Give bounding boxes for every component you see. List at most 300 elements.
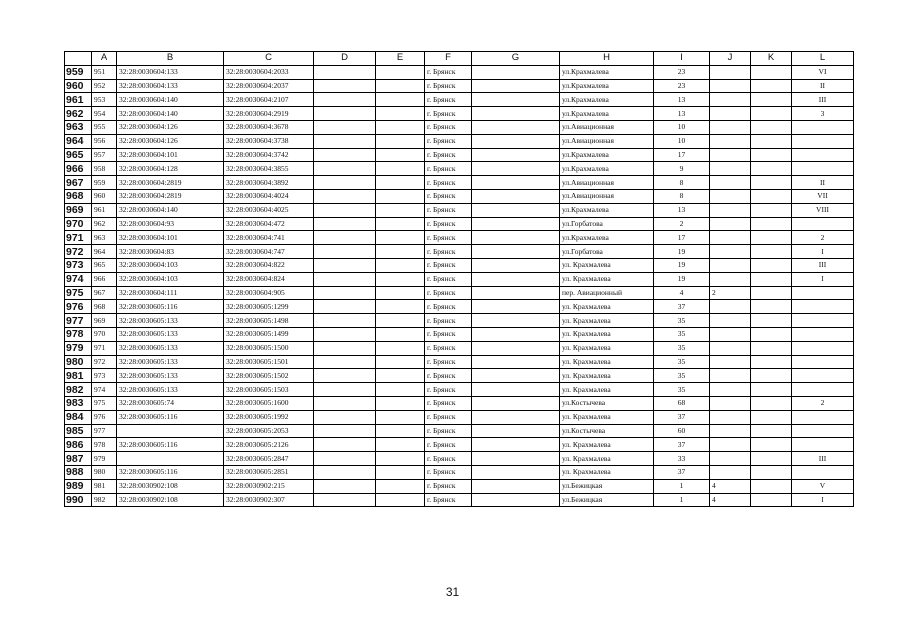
- cell-d[interactable]: [314, 327, 376, 341]
- cell-d[interactable]: [314, 314, 376, 328]
- cell-k[interactable]: [751, 217, 792, 231]
- cell-j[interactable]: [710, 189, 751, 203]
- cell-i[interactable]: 35: [654, 341, 710, 355]
- cell-c[interactable]: 32:28:0030604:3892: [224, 176, 314, 190]
- cell-e[interactable]: [376, 107, 425, 121]
- cell-i[interactable]: 1: [654, 479, 710, 493]
- column-header-c[interactable]: C: [224, 52, 314, 66]
- cell-g[interactable]: [472, 465, 560, 479]
- cell-k[interactable]: [751, 479, 792, 493]
- cell-c[interactable]: 32:28:0030605:2847: [224, 452, 314, 466]
- cell-h[interactable]: ул.Бежицкая: [560, 479, 654, 493]
- cell-l[interactable]: VIII: [792, 203, 854, 217]
- cell-e[interactable]: [376, 189, 425, 203]
- cell-h[interactable]: ул.Горбатова: [560, 217, 654, 231]
- cell-c[interactable]: 32:28:0030605:2851: [224, 465, 314, 479]
- cell-e[interactable]: [376, 479, 425, 493]
- cell-f[interactable]: г. Брянск: [425, 107, 472, 121]
- cell-j[interactable]: [710, 93, 751, 107]
- cell-k[interactable]: [751, 79, 792, 93]
- cell-a[interactable]: 973: [92, 369, 117, 383]
- cell-k[interactable]: [751, 189, 792, 203]
- cell-k[interactable]: [751, 203, 792, 217]
- cell-f[interactable]: г. Брянск: [425, 65, 472, 79]
- cell-a[interactable]: 952: [92, 79, 117, 93]
- cell-l[interactable]: III: [792, 93, 854, 107]
- cell-b[interactable]: 32:28:0030605:133: [117, 383, 224, 397]
- cell-g[interactable]: [472, 424, 560, 438]
- cell-l[interactable]: [792, 341, 854, 355]
- row-number[interactable]: 977: [65, 314, 92, 328]
- cell-a[interactable]: 953: [92, 93, 117, 107]
- cell-j[interactable]: 4: [710, 493, 751, 507]
- cell-d[interactable]: [314, 341, 376, 355]
- cell-i[interactable]: 19: [654, 258, 710, 272]
- cell-e[interactable]: [376, 341, 425, 355]
- cell-a[interactable]: 980: [92, 465, 117, 479]
- cell-f[interactable]: г. Брянск: [425, 396, 472, 410]
- cell-f[interactable]: г. Брянск: [425, 300, 472, 314]
- cell-i[interactable]: 23: [654, 79, 710, 93]
- cell-g[interactable]: [472, 369, 560, 383]
- cell-h[interactable]: ул.Костычева: [560, 396, 654, 410]
- cell-d[interactable]: [314, 148, 376, 162]
- cell-j[interactable]: [710, 327, 751, 341]
- cell-e[interactable]: [376, 452, 425, 466]
- cell-j[interactable]: [710, 465, 751, 479]
- cell-e[interactable]: [376, 396, 425, 410]
- cell-k[interactable]: [751, 231, 792, 245]
- cell-c[interactable]: 32:28:0030604:4025: [224, 203, 314, 217]
- row-number[interactable]: 987: [65, 452, 92, 466]
- cell-d[interactable]: [314, 189, 376, 203]
- cell-c[interactable]: 32:28:0030604:741: [224, 231, 314, 245]
- cell-d[interactable]: [314, 162, 376, 176]
- cell-h[interactable]: ул. Крахмалева: [560, 438, 654, 452]
- cell-g[interactable]: [472, 120, 560, 134]
- cell-c[interactable]: 32:28:0030604:3855: [224, 162, 314, 176]
- cell-c[interactable]: 32:28:0030605:1299: [224, 300, 314, 314]
- cell-b[interactable]: 32:28:0030604:128: [117, 162, 224, 176]
- cell-d[interactable]: [314, 65, 376, 79]
- cell-i[interactable]: 33: [654, 452, 710, 466]
- cell-f[interactable]: г. Брянск: [425, 189, 472, 203]
- cell-a[interactable]: 959: [92, 176, 117, 190]
- row-number[interactable]: 972: [65, 245, 92, 259]
- cell-h[interactable]: ул.Крахмалева: [560, 231, 654, 245]
- cell-k[interactable]: [751, 300, 792, 314]
- cell-d[interactable]: [314, 231, 376, 245]
- cell-k[interactable]: [751, 107, 792, 121]
- cell-b[interactable]: 32:28:0030605:133: [117, 314, 224, 328]
- cell-l[interactable]: [792, 424, 854, 438]
- row-number[interactable]: 975: [65, 286, 92, 300]
- cell-h[interactable]: ул.Горбатова: [560, 245, 654, 259]
- cell-k[interactable]: [751, 272, 792, 286]
- row-number[interactable]: 978: [65, 327, 92, 341]
- cell-g[interactable]: [472, 217, 560, 231]
- cell-g[interactable]: [472, 314, 560, 328]
- cell-b[interactable]: 32:28:0030604:111: [117, 286, 224, 300]
- cell-c[interactable]: 32:28:0030604:824: [224, 272, 314, 286]
- column-header-f[interactable]: F: [425, 52, 472, 66]
- cell-d[interactable]: [314, 272, 376, 286]
- cell-i[interactable]: 35: [654, 355, 710, 369]
- cell-h[interactable]: ул. Крахмалева: [560, 369, 654, 383]
- cell-a[interactable]: 981: [92, 479, 117, 493]
- cell-c[interactable]: 32:28:0030605:2126: [224, 438, 314, 452]
- cell-j[interactable]: [710, 79, 751, 93]
- cell-i[interactable]: 37: [654, 438, 710, 452]
- cell-a[interactable]: 977: [92, 424, 117, 438]
- cell-a[interactable]: 951: [92, 65, 117, 79]
- cell-c[interactable]: 32:28:0030604:4024: [224, 189, 314, 203]
- cell-b[interactable]: [117, 424, 224, 438]
- cell-c[interactable]: 32:28:0030604:747: [224, 245, 314, 259]
- cell-k[interactable]: [751, 465, 792, 479]
- cell-e[interactable]: [376, 465, 425, 479]
- cell-j[interactable]: [710, 452, 751, 466]
- cell-i[interactable]: 10: [654, 134, 710, 148]
- cell-d[interactable]: [314, 300, 376, 314]
- cell-d[interactable]: [314, 107, 376, 121]
- cell-k[interactable]: [751, 410, 792, 424]
- cell-k[interactable]: [751, 134, 792, 148]
- cell-k[interactable]: [751, 424, 792, 438]
- cell-g[interactable]: [472, 162, 560, 176]
- cell-i[interactable]: 17: [654, 148, 710, 162]
- cell-i[interactable]: 68: [654, 396, 710, 410]
- cell-k[interactable]: [751, 493, 792, 507]
- cell-d[interactable]: [314, 120, 376, 134]
- cell-f[interactable]: г. Брянск: [425, 465, 472, 479]
- cell-d[interactable]: [314, 424, 376, 438]
- cell-j[interactable]: [710, 203, 751, 217]
- cell-d[interactable]: [314, 217, 376, 231]
- row-number[interactable]: 989: [65, 479, 92, 493]
- cell-b[interactable]: 32:28:0030604:126: [117, 120, 224, 134]
- row-number[interactable]: 976: [65, 300, 92, 314]
- row-number[interactable]: 968: [65, 189, 92, 203]
- row-number[interactable]: 986: [65, 438, 92, 452]
- cell-i[interactable]: 60: [654, 424, 710, 438]
- cell-e[interactable]: [376, 134, 425, 148]
- column-header-a[interactable]: A: [92, 52, 117, 66]
- cell-a[interactable]: 958: [92, 162, 117, 176]
- cell-d[interactable]: [314, 396, 376, 410]
- cell-h[interactable]: ул. Крахмалева: [560, 258, 654, 272]
- cell-j[interactable]: [710, 148, 751, 162]
- cell-j[interactable]: [710, 65, 751, 79]
- cell-l[interactable]: II: [792, 176, 854, 190]
- cell-b[interactable]: 32:28:0030605:133: [117, 341, 224, 355]
- cell-h[interactable]: ул. Крахмалева: [560, 452, 654, 466]
- cell-d[interactable]: [314, 410, 376, 424]
- cell-i[interactable]: 37: [654, 465, 710, 479]
- cell-e[interactable]: [376, 300, 425, 314]
- cell-c[interactable]: 32:28:0030605:1501: [224, 355, 314, 369]
- row-number[interactable]: 984: [65, 410, 92, 424]
- cell-l[interactable]: II: [792, 79, 854, 93]
- cell-g[interactable]: [472, 479, 560, 493]
- cell-g[interactable]: [472, 341, 560, 355]
- cell-f[interactable]: г. Брянск: [425, 341, 472, 355]
- cell-i[interactable]: 37: [654, 300, 710, 314]
- cell-k[interactable]: [751, 120, 792, 134]
- cell-k[interactable]: [751, 369, 792, 383]
- cell-i[interactable]: 10: [654, 120, 710, 134]
- cell-g[interactable]: [472, 65, 560, 79]
- cell-f[interactable]: г. Брянск: [425, 314, 472, 328]
- cell-b[interactable]: 32:28:0030605:133: [117, 369, 224, 383]
- cell-l[interactable]: [792, 148, 854, 162]
- cell-l[interactable]: I: [792, 493, 854, 507]
- cell-j[interactable]: [710, 410, 751, 424]
- cell-b[interactable]: [117, 452, 224, 466]
- cell-i[interactable]: 8: [654, 176, 710, 190]
- cell-l[interactable]: [792, 465, 854, 479]
- cell-l[interactable]: VII: [792, 189, 854, 203]
- cell-i[interactable]: 8: [654, 189, 710, 203]
- cell-d[interactable]: [314, 93, 376, 107]
- cell-a[interactable]: 982: [92, 493, 117, 507]
- cell-g[interactable]: [472, 231, 560, 245]
- cell-e[interactable]: [376, 493, 425, 507]
- cell-a[interactable]: 966: [92, 272, 117, 286]
- cell-g[interactable]: [472, 107, 560, 121]
- cell-d[interactable]: [314, 286, 376, 300]
- cell-d[interactable]: [314, 438, 376, 452]
- cell-k[interactable]: [751, 438, 792, 452]
- cell-h[interactable]: ул.Костычева: [560, 424, 654, 438]
- cell-e[interactable]: [376, 383, 425, 397]
- cell-k[interactable]: [751, 93, 792, 107]
- cell-f[interactable]: г. Брянск: [425, 355, 472, 369]
- cell-a[interactable]: 974: [92, 383, 117, 397]
- cell-g[interactable]: [472, 148, 560, 162]
- cell-c[interactable]: 32:28:0030605:1600: [224, 396, 314, 410]
- cell-a[interactable]: 962: [92, 217, 117, 231]
- row-number[interactable]: 962: [65, 107, 92, 121]
- cell-j[interactable]: 4: [710, 479, 751, 493]
- column-header-g[interactable]: G: [472, 52, 560, 66]
- cell-g[interactable]: [472, 383, 560, 397]
- cell-i[interactable]: 9: [654, 162, 710, 176]
- cell-b[interactable]: 32:28:0030604:103: [117, 258, 224, 272]
- cell-i[interactable]: 19: [654, 272, 710, 286]
- cell-b[interactable]: 32:28:0030605:116: [117, 465, 224, 479]
- cell-h[interactable]: ул. Крахмалева: [560, 314, 654, 328]
- cell-h[interactable]: ул.Авиационная: [560, 176, 654, 190]
- cell-g[interactable]: [472, 272, 560, 286]
- cell-a[interactable]: 967: [92, 286, 117, 300]
- cell-g[interactable]: [472, 258, 560, 272]
- cell-g[interactable]: [472, 396, 560, 410]
- cell-f[interactable]: г. Брянск: [425, 148, 472, 162]
- cell-c[interactable]: 32:28:0030604:905: [224, 286, 314, 300]
- cell-h[interactable]: ул.Крахмалева: [560, 93, 654, 107]
- cell-e[interactable]: [376, 203, 425, 217]
- row-number[interactable]: 959: [65, 65, 92, 79]
- cell-b[interactable]: 32:28:0030902:108: [117, 493, 224, 507]
- cell-j[interactable]: [710, 355, 751, 369]
- cell-l[interactable]: [792, 355, 854, 369]
- cell-f[interactable]: г. Брянск: [425, 479, 472, 493]
- cell-d[interactable]: [314, 493, 376, 507]
- cell-i[interactable]: 13: [654, 107, 710, 121]
- cell-f[interactable]: г. Брянск: [425, 134, 472, 148]
- cell-g[interactable]: [472, 134, 560, 148]
- cell-l[interactable]: [792, 327, 854, 341]
- cell-g[interactable]: [472, 93, 560, 107]
- cell-d[interactable]: [314, 383, 376, 397]
- cell-g[interactable]: [472, 245, 560, 259]
- cell-e[interactable]: [376, 148, 425, 162]
- cell-c[interactable]: 32:28:0030604:2919: [224, 107, 314, 121]
- cell-l[interactable]: 2: [792, 231, 854, 245]
- cell-i[interactable]: 23: [654, 65, 710, 79]
- cell-l[interactable]: [792, 134, 854, 148]
- cell-l[interactable]: [792, 120, 854, 134]
- cell-g[interactable]: [472, 438, 560, 452]
- cell-d[interactable]: [314, 465, 376, 479]
- column-header-l[interactable]: L: [792, 52, 854, 66]
- cell-b[interactable]: 32:28:0030604:140: [117, 93, 224, 107]
- cell-h[interactable]: ул.Крахмалева: [560, 203, 654, 217]
- cell-k[interactable]: [751, 355, 792, 369]
- row-number[interactable]: 979: [65, 341, 92, 355]
- row-number[interactable]: 966: [65, 162, 92, 176]
- cell-f[interactable]: г. Брянск: [425, 327, 472, 341]
- cell-e[interactable]: [376, 258, 425, 272]
- cell-b[interactable]: 32:28:0030902:108: [117, 479, 224, 493]
- row-number[interactable]: 990: [65, 493, 92, 507]
- cell-d[interactable]: [314, 176, 376, 190]
- cell-l[interactable]: III: [792, 452, 854, 466]
- cell-a[interactable]: 963: [92, 231, 117, 245]
- cell-j[interactable]: [710, 107, 751, 121]
- cell-i[interactable]: 35: [654, 327, 710, 341]
- cell-j[interactable]: [710, 258, 751, 272]
- cell-b[interactable]: 32:28:0030604:140: [117, 203, 224, 217]
- cell-f[interactable]: г. Брянск: [425, 452, 472, 466]
- row-number[interactable]: 961: [65, 93, 92, 107]
- cell-f[interactable]: г. Брянск: [425, 493, 472, 507]
- cell-b[interactable]: 32:28:0030604:126: [117, 134, 224, 148]
- cell-j[interactable]: [710, 438, 751, 452]
- cell-l[interactable]: 3: [792, 107, 854, 121]
- cell-k[interactable]: [751, 65, 792, 79]
- cell-k[interactable]: [751, 327, 792, 341]
- cell-a[interactable]: 955: [92, 120, 117, 134]
- cell-b[interactable]: 32:28:0030605:133: [117, 355, 224, 369]
- cell-g[interactable]: [472, 189, 560, 203]
- cell-b[interactable]: 32:28:0030605:116: [117, 300, 224, 314]
- cell-i[interactable]: 2: [654, 217, 710, 231]
- cell-b[interactable]: 32:28:0030604:2819: [117, 189, 224, 203]
- cell-h[interactable]: ул. Крахмалева: [560, 272, 654, 286]
- cell-i[interactable]: 13: [654, 93, 710, 107]
- cell-f[interactable]: г. Брянск: [425, 217, 472, 231]
- cell-b[interactable]: 32:28:0030604:101: [117, 231, 224, 245]
- cell-h[interactable]: ул. Крахмалева: [560, 383, 654, 397]
- cell-b[interactable]: 32:28:0030604:103: [117, 272, 224, 286]
- cell-j[interactable]: [710, 162, 751, 176]
- cell-f[interactable]: г. Брянск: [425, 438, 472, 452]
- column-header-i[interactable]: I: [654, 52, 710, 66]
- corner-header[interactable]: [65, 52, 92, 66]
- cell-a[interactable]: 970: [92, 327, 117, 341]
- cell-a[interactable]: 968: [92, 300, 117, 314]
- cell-a[interactable]: 961: [92, 203, 117, 217]
- cell-f[interactable]: г. Брянск: [425, 272, 472, 286]
- cell-j[interactable]: [710, 341, 751, 355]
- cell-j[interactable]: [710, 245, 751, 259]
- row-number[interactable]: 960: [65, 79, 92, 93]
- cell-g[interactable]: [472, 327, 560, 341]
- row-number[interactable]: 970: [65, 217, 92, 231]
- cell-h[interactable]: ул.Авиационная: [560, 189, 654, 203]
- cell-b[interactable]: 32:28:0030604:83: [117, 245, 224, 259]
- cell-h[interactable]: ул.Крахмалева: [560, 65, 654, 79]
- cell-g[interactable]: [472, 355, 560, 369]
- cell-k[interactable]: [751, 314, 792, 328]
- cell-g[interactable]: [472, 203, 560, 217]
- cell-c[interactable]: 32:28:0030605:2053: [224, 424, 314, 438]
- cell-a[interactable]: 975: [92, 396, 117, 410]
- cell-e[interactable]: [376, 327, 425, 341]
- cell-a[interactable]: 971: [92, 341, 117, 355]
- cell-c[interactable]: 32:28:0030605:1498: [224, 314, 314, 328]
- cell-e[interactable]: [376, 79, 425, 93]
- column-header-e[interactable]: E: [376, 52, 425, 66]
- cell-c[interactable]: 32:28:0030604:3678: [224, 120, 314, 134]
- cell-e[interactable]: [376, 120, 425, 134]
- row-number[interactable]: 964: [65, 134, 92, 148]
- cell-k[interactable]: [751, 148, 792, 162]
- cell-f[interactable]: г. Брянск: [425, 79, 472, 93]
- cell-f[interactable]: г. Брянск: [425, 231, 472, 245]
- cell-l[interactable]: [792, 314, 854, 328]
- cell-f[interactable]: г. Брянск: [425, 286, 472, 300]
- cell-e[interactable]: [376, 355, 425, 369]
- cell-k[interactable]: [751, 162, 792, 176]
- cell-d[interactable]: [314, 203, 376, 217]
- cell-i[interactable]: 37: [654, 410, 710, 424]
- cell-l[interactable]: [792, 162, 854, 176]
- cell-k[interactable]: [751, 245, 792, 259]
- cell-g[interactable]: [472, 452, 560, 466]
- cell-f[interactable]: г. Брянск: [425, 162, 472, 176]
- cell-l[interactable]: VI: [792, 65, 854, 79]
- row-number[interactable]: 981: [65, 369, 92, 383]
- cell-l[interactable]: I: [792, 272, 854, 286]
- cell-a[interactable]: 964: [92, 245, 117, 259]
- cell-a[interactable]: 969: [92, 314, 117, 328]
- cell-j[interactable]: [710, 396, 751, 410]
- row-number[interactable]: 967: [65, 176, 92, 190]
- cell-l[interactable]: I: [792, 245, 854, 259]
- cell-e[interactable]: [376, 286, 425, 300]
- cell-k[interactable]: [751, 286, 792, 300]
- cell-e[interactable]: [376, 314, 425, 328]
- cell-k[interactable]: [751, 258, 792, 272]
- cell-d[interactable]: [314, 134, 376, 148]
- cell-j[interactable]: [710, 217, 751, 231]
- cell-g[interactable]: [472, 300, 560, 314]
- cell-f[interactable]: г. Брянск: [425, 245, 472, 259]
- cell-l[interactable]: [792, 383, 854, 397]
